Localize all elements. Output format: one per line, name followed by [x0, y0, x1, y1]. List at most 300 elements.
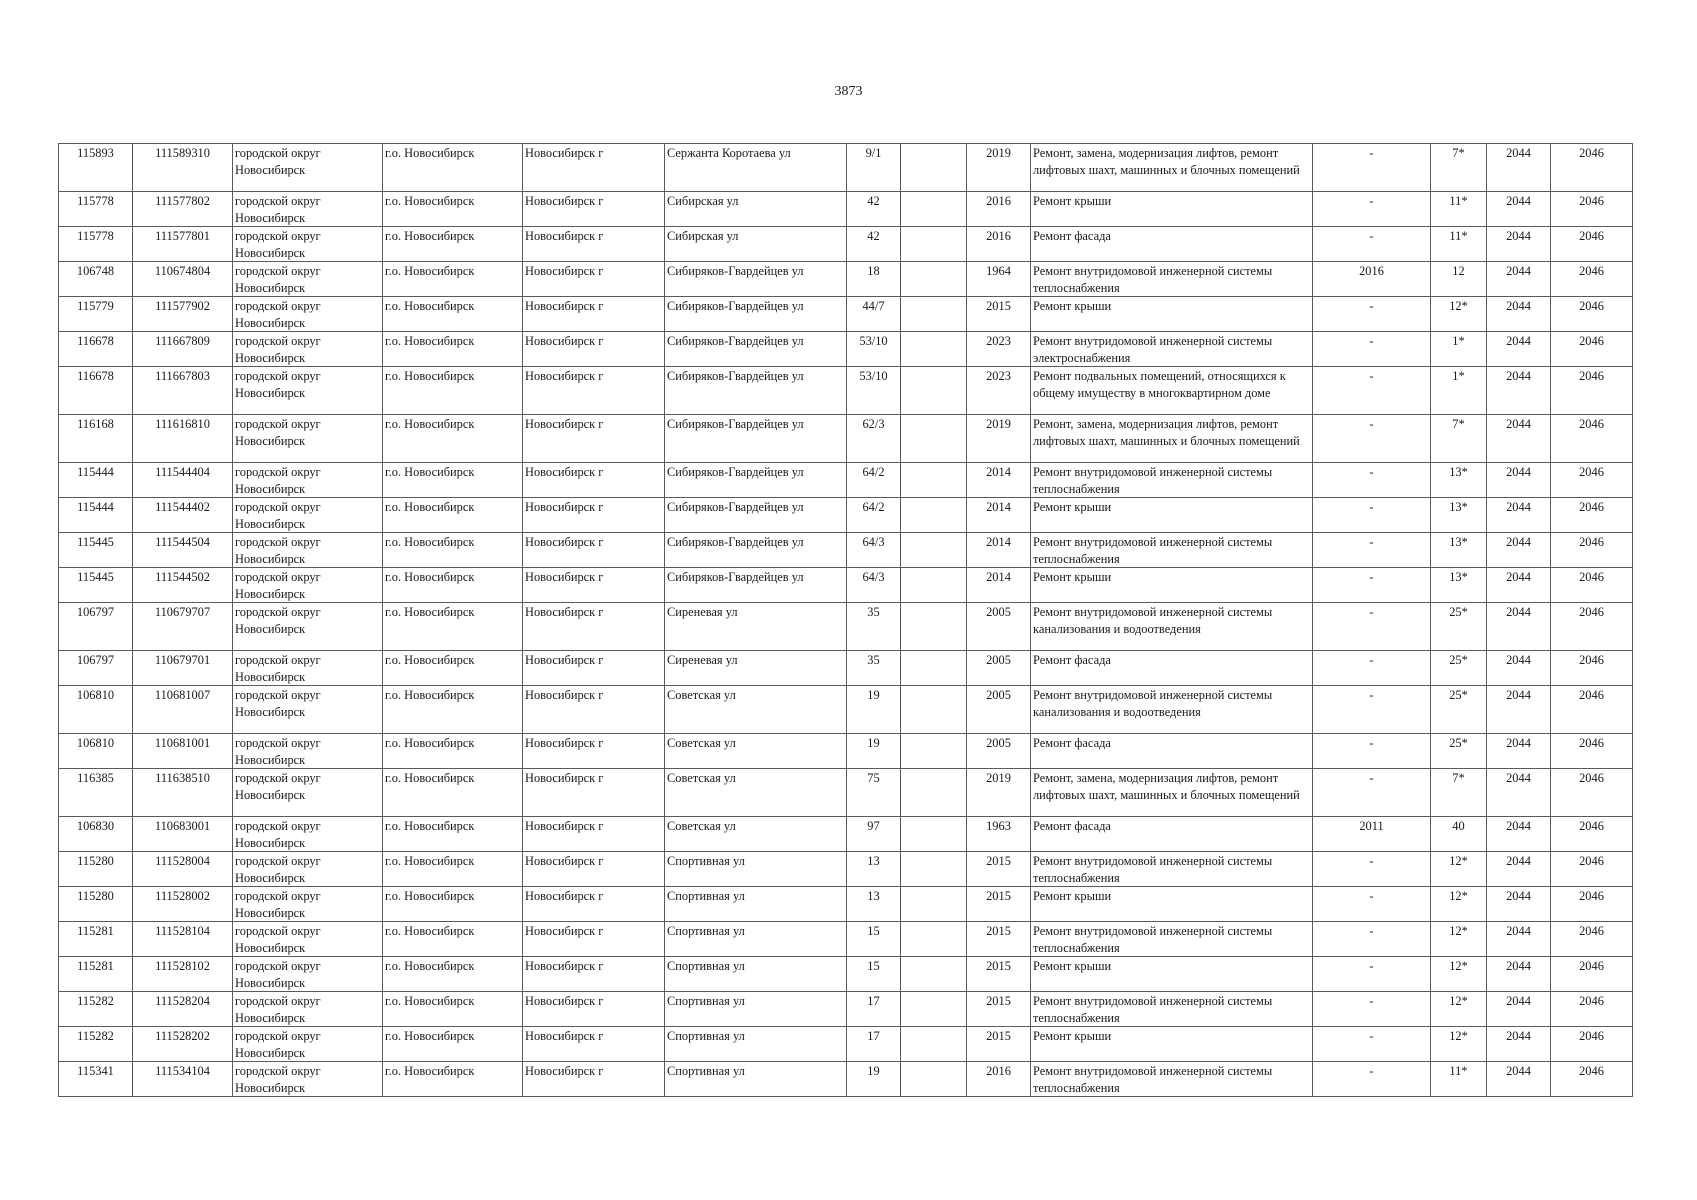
cell-plan-start-year: 2044: [1487, 332, 1551, 367]
cell-municipality: городской округ Новосибирск: [233, 297, 383, 332]
cell-work-type: Ремонт, замена, модернизация лифтов, ремонт лифтовых шахт, машинных и блочных помещений: [1031, 144, 1313, 192]
cell-street: Советская ул: [665, 817, 847, 852]
cell-plan-start-year: 2044: [1487, 603, 1551, 651]
cell-plan-end-year: 2046: [1551, 651, 1633, 686]
cell-record-id: 111577902: [133, 297, 233, 332]
cell-wear-percent: 25*: [1431, 603, 1487, 651]
cell-house-number: 18: [847, 262, 901, 297]
capital-repair-table: [58, 143, 1633, 1097]
cell-plan-start-year: 2044: [1487, 297, 1551, 332]
cell-building: [901, 227, 967, 262]
cell-year-built: 2014: [967, 568, 1031, 603]
cell-street: Сибиряков-Гвардейцев ул: [665, 463, 847, 498]
cell-record-id: 111667803: [133, 367, 233, 415]
cell-municipal-unit: г.о. Новосибирск: [383, 332, 523, 367]
cell-building: [901, 686, 967, 734]
cell-last-repair-year: -: [1313, 415, 1431, 463]
cell-record-id: 111667809: [133, 332, 233, 367]
cell-municipality: городской округ Новосибирск: [233, 734, 383, 769]
cell-work-type: Ремонт внутридомовой инженерной системы теплоснабжения: [1031, 1062, 1313, 1097]
table-row: [59, 463, 1633, 498]
cell-street: Спортивная ул: [665, 852, 847, 887]
cell-municipality: городской округ Новосибирск: [233, 887, 383, 922]
cell-locality: Новосибирск г: [523, 769, 665, 817]
cell-municipal-unit: г.о. Новосибирск: [383, 686, 523, 734]
cell-municipality: городской округ Новосибирск: [233, 603, 383, 651]
cell-last-repair-year: -: [1313, 957, 1431, 992]
cell-wear-percent: 11*: [1431, 227, 1487, 262]
cell-locality: Новосибирск г: [523, 852, 665, 887]
cell-street: Сибиряков-Гвардейцев ул: [665, 568, 847, 603]
cell-house-number: 44/7: [847, 297, 901, 332]
cell-record-id: 111528102: [133, 957, 233, 992]
cell-house-number: 42: [847, 227, 901, 262]
cell-plan-end-year: 2046: [1551, 817, 1633, 852]
cell-locality: Новосибирск г: [523, 817, 665, 852]
cell-plan-end-year: 2046: [1551, 686, 1633, 734]
cell-municipal-unit: г.о. Новосибирск: [383, 922, 523, 957]
cell-municipality: городской округ Новосибирск: [233, 769, 383, 817]
cell-street: Спортивная ул: [665, 1062, 847, 1097]
cell-municipal-unit: г.о. Новосибирск: [383, 957, 523, 992]
cell-plan-start-year: 2044: [1487, 463, 1551, 498]
cell-last-repair-year: -: [1313, 769, 1431, 817]
cell-record-id: 111528202: [133, 1027, 233, 1062]
cell-municipality: городской округ Новосибирск: [233, 192, 383, 227]
cell-record-id: 111638510: [133, 769, 233, 817]
cell-municipal-unit: г.о. Новосибирск: [383, 463, 523, 498]
cell-plan-end-year: 2046: [1551, 957, 1633, 992]
cell-plan-end-year: 2046: [1551, 568, 1633, 603]
cell-last-repair-year: -: [1313, 1062, 1431, 1097]
table-row: [59, 297, 1633, 332]
cell-plan-end-year: 2046: [1551, 463, 1633, 498]
cell-house-id: 106830: [59, 817, 133, 852]
cell-municipal-unit: г.о. Новосибирск: [383, 603, 523, 651]
cell-plan-start-year: 2044: [1487, 887, 1551, 922]
cell-house-id: 115778: [59, 227, 133, 262]
cell-record-id: 111589310: [133, 144, 233, 192]
cell-house-id: 106797: [59, 603, 133, 651]
cell-house-id: 115893: [59, 144, 133, 192]
cell-plan-end-year: 2046: [1551, 498, 1633, 533]
cell-street: Сибиряков-Гвардейцев ул: [665, 332, 847, 367]
cell-municipal-unit: г.о. Новосибирск: [383, 297, 523, 332]
cell-municipal-unit: г.о. Новосибирск: [383, 192, 523, 227]
cell-plan-start-year: 2044: [1487, 734, 1551, 769]
cell-work-type: Ремонт крыши: [1031, 192, 1313, 227]
cell-last-repair-year: -: [1313, 922, 1431, 957]
cell-year-built: 2016: [967, 192, 1031, 227]
cell-wear-percent: 12*: [1431, 1027, 1487, 1062]
cell-building: [901, 992, 967, 1027]
cell-locality: Новосибирск г: [523, 262, 665, 297]
cell-year-built: 2023: [967, 332, 1031, 367]
cell-work-type: Ремонт внутридомовой инженерной системы теплоснабжения: [1031, 463, 1313, 498]
table-row: [59, 144, 1633, 192]
cell-wear-percent: 13*: [1431, 568, 1487, 603]
cell-municipal-unit: г.о. Новосибирск: [383, 533, 523, 568]
cell-street: Советская ул: [665, 686, 847, 734]
cell-house-number: 64/3: [847, 568, 901, 603]
cell-year-built: 2015: [967, 992, 1031, 1027]
cell-year-built: 2019: [967, 769, 1031, 817]
cell-plan-start-year: 2044: [1487, 686, 1551, 734]
cell-street: Советская ул: [665, 734, 847, 769]
cell-house-id: 116678: [59, 332, 133, 367]
cell-plan-start-year: 2044: [1487, 262, 1551, 297]
cell-work-type: Ремонт внутридомовой инженерной системы теплоснабжения: [1031, 533, 1313, 568]
cell-house-number: 53/10: [847, 367, 901, 415]
cell-work-type: Ремонт внутридомовой инженерной системы канализования и водоотведения: [1031, 686, 1313, 734]
cell-house-id: 115282: [59, 1027, 133, 1062]
cell-street: Сибиряков-Гвардейцев ул: [665, 367, 847, 415]
cell-plan-start-year: 2044: [1487, 852, 1551, 887]
cell-work-type: Ремонт фасада: [1031, 817, 1313, 852]
cell-house-id: 115779: [59, 297, 133, 332]
cell-plan-end-year: 2046: [1551, 887, 1633, 922]
cell-plan-end-year: 2046: [1551, 332, 1633, 367]
table-row: [59, 1062, 1633, 1097]
cell-house-id: 115280: [59, 887, 133, 922]
cell-record-id: 111528002: [133, 887, 233, 922]
cell-work-type: Ремонт фасада: [1031, 734, 1313, 769]
cell-building: [901, 852, 967, 887]
cell-building: [901, 887, 967, 922]
cell-last-repair-year: -: [1313, 651, 1431, 686]
cell-house-number: 64/2: [847, 463, 901, 498]
cell-plan-start-year: 2044: [1487, 922, 1551, 957]
table-row: [59, 568, 1633, 603]
cell-work-type: Ремонт внутридомовой инженерной системы теплоснабжения: [1031, 922, 1313, 957]
table-row: [59, 367, 1633, 415]
cell-plan-end-year: 2046: [1551, 1027, 1633, 1062]
cell-work-type: Ремонт фасада: [1031, 227, 1313, 262]
cell-municipality: городской округ Новосибирск: [233, 262, 383, 297]
cell-plan-start-year: 2044: [1487, 1027, 1551, 1062]
cell-house-id: 115281: [59, 922, 133, 957]
cell-municipality: городской округ Новосибирск: [233, 922, 383, 957]
cell-locality: Новосибирск г: [523, 992, 665, 1027]
cell-last-repair-year: -: [1313, 686, 1431, 734]
cell-year-built: 2023: [967, 367, 1031, 415]
cell-wear-percent: 7*: [1431, 415, 1487, 463]
cell-building: [901, 734, 967, 769]
cell-house-number: 15: [847, 922, 901, 957]
cell-year-built: 2015: [967, 957, 1031, 992]
cell-plan-end-year: 2046: [1551, 533, 1633, 568]
cell-record-id: 111528204: [133, 992, 233, 1027]
cell-street: Сибиряков-Гвардейцев ул: [665, 297, 847, 332]
cell-locality: Новосибирск г: [523, 887, 665, 922]
table-body: [59, 144, 1633, 1097]
cell-plan-start-year: 2044: [1487, 367, 1551, 415]
cell-wear-percent: 7*: [1431, 769, 1487, 817]
cell-year-built: 2014: [967, 498, 1031, 533]
cell-municipality: городской округ Новосибирск: [233, 332, 383, 367]
cell-street: Сержанта Коротаева ул: [665, 144, 847, 192]
cell-wear-percent: 12*: [1431, 922, 1487, 957]
cell-last-repair-year: -: [1313, 992, 1431, 1027]
cell-last-repair-year: -: [1313, 192, 1431, 227]
cell-year-built: 2016: [967, 227, 1031, 262]
cell-municipal-unit: г.о. Новосибирск: [383, 262, 523, 297]
cell-wear-percent: 7*: [1431, 144, 1487, 192]
cell-plan-start-year: 2044: [1487, 144, 1551, 192]
cell-municipal-unit: г.о. Новосибирск: [383, 367, 523, 415]
cell-work-type: Ремонт внутридомовой инженерной системы канализования и водоотведения: [1031, 603, 1313, 651]
table-row: [59, 817, 1633, 852]
cell-plan-end-year: 2046: [1551, 192, 1633, 227]
cell-record-id: 111528004: [133, 852, 233, 887]
cell-street: Спортивная ул: [665, 1027, 847, 1062]
cell-work-type: Ремонт внутридомовой инженерной системы теплоснабжения: [1031, 992, 1313, 1027]
cell-building: [901, 533, 967, 568]
cell-locality: Новосибирск г: [523, 297, 665, 332]
cell-plan-end-year: 2046: [1551, 415, 1633, 463]
cell-plan-end-year: 2046: [1551, 603, 1633, 651]
cell-work-type: Ремонт внутридомовой инженерной системы электроснабжения: [1031, 332, 1313, 367]
cell-work-type: Ремонт крыши: [1031, 498, 1313, 533]
cell-street: Спортивная ул: [665, 887, 847, 922]
cell-house-id: 116678: [59, 367, 133, 415]
cell-house-number: 62/3: [847, 415, 901, 463]
cell-wear-percent: 13*: [1431, 463, 1487, 498]
cell-plan-start-year: 2044: [1487, 498, 1551, 533]
cell-house-number: 53/10: [847, 332, 901, 367]
cell-last-repair-year: -: [1313, 533, 1431, 568]
cell-municipal-unit: г.о. Новосибирск: [383, 227, 523, 262]
table-row: [59, 957, 1633, 992]
cell-locality: Новосибирск г: [523, 1027, 665, 1062]
cell-last-repair-year: -: [1313, 568, 1431, 603]
cell-plan-end-year: 2046: [1551, 769, 1633, 817]
cell-building: [901, 415, 967, 463]
cell-last-repair-year: -: [1313, 1027, 1431, 1062]
cell-plan-end-year: 2046: [1551, 367, 1633, 415]
cell-plan-end-year: 2046: [1551, 922, 1633, 957]
cell-work-type: Ремонт подвальных помещений, относящихся к общему имуществу в многоквартирном доме: [1031, 367, 1313, 415]
cell-year-built: 2014: [967, 463, 1031, 498]
cell-locality: Новосибирск г: [523, 144, 665, 192]
cell-locality: Новосибирск г: [523, 734, 665, 769]
cell-municipality: городской округ Новосибирск: [233, 367, 383, 415]
cell-record-id: 110679701: [133, 651, 233, 686]
cell-street: Спортивная ул: [665, 922, 847, 957]
cell-municipal-unit: г.о. Новосибирск: [383, 651, 523, 686]
cell-house-number: 19: [847, 686, 901, 734]
cell-work-type: Ремонт, замена, модернизация лифтов, ремонт лифтовых шахт, машинных и блочных помещений: [1031, 415, 1313, 463]
cell-municipality: городской округ Новосибирск: [233, 1062, 383, 1097]
cell-wear-percent: 12*: [1431, 852, 1487, 887]
cell-year-built: 2019: [967, 144, 1031, 192]
table-row: [59, 192, 1633, 227]
cell-house-number: 17: [847, 1027, 901, 1062]
cell-locality: Новосибирск г: [523, 533, 665, 568]
cell-house-number: 15: [847, 957, 901, 992]
cell-plan-end-year: 2046: [1551, 1062, 1633, 1097]
cell-plan-start-year: 2044: [1487, 651, 1551, 686]
cell-record-id: 111616810: [133, 415, 233, 463]
cell-municipality: городской округ Новосибирск: [233, 852, 383, 887]
cell-plan-start-year: 2044: [1487, 415, 1551, 463]
table-row: [59, 262, 1633, 297]
cell-last-repair-year: -: [1313, 144, 1431, 192]
cell-locality: Новосибирск г: [523, 1062, 665, 1097]
cell-municipality: городской округ Новосибирск: [233, 686, 383, 734]
cell-house-id: 115778: [59, 192, 133, 227]
cell-building: [901, 769, 967, 817]
cell-wear-percent: 12*: [1431, 957, 1487, 992]
cell-building: [901, 498, 967, 533]
cell-locality: Новосибирск г: [523, 498, 665, 533]
cell-plan-end-year: 2046: [1551, 144, 1633, 192]
cell-plan-start-year: 2044: [1487, 227, 1551, 262]
cell-work-type: Ремонт крыши: [1031, 957, 1313, 992]
cell-house-id: 115444: [59, 498, 133, 533]
cell-building: [901, 367, 967, 415]
cell-street: Сибиряков-Гвардейцев ул: [665, 415, 847, 463]
cell-plan-end-year: 2046: [1551, 992, 1633, 1027]
cell-wear-percent: 12*: [1431, 992, 1487, 1027]
cell-work-type: Ремонт, замена, модернизация лифтов, ремонт лифтовых шахт, машинных и блочных помещений: [1031, 769, 1313, 817]
cell-wear-percent: 13*: [1431, 533, 1487, 568]
cell-last-repair-year: -: [1313, 227, 1431, 262]
cell-house-number: 19: [847, 1062, 901, 1097]
cell-municipal-unit: г.о. Новосибирск: [383, 817, 523, 852]
cell-work-type: Ремонт фасада: [1031, 651, 1313, 686]
cell-house-number: 19: [847, 734, 901, 769]
cell-street: Спортивная ул: [665, 992, 847, 1027]
cell-municipal-unit: г.о. Новосибирск: [383, 415, 523, 463]
cell-locality: Новосибирск г: [523, 686, 665, 734]
cell-street: Сибирская ул: [665, 227, 847, 262]
cell-record-id: 111544504: [133, 533, 233, 568]
cell-locality: Новосибирск г: [523, 332, 665, 367]
cell-year-built: 2014: [967, 533, 1031, 568]
cell-house-id: 106810: [59, 734, 133, 769]
cell-plan-start-year: 2044: [1487, 817, 1551, 852]
cell-municipal-unit: г.о. Новосибирск: [383, 1027, 523, 1062]
cell-record-id: 111544502: [133, 568, 233, 603]
page-number: 3873: [834, 84, 863, 99]
cell-wear-percent: 1*: [1431, 332, 1487, 367]
cell-locality: Новосибирск г: [523, 367, 665, 415]
table-row: [59, 332, 1633, 367]
cell-locality: Новосибирск г: [523, 603, 665, 651]
cell-last-repair-year: -: [1313, 887, 1431, 922]
cell-house-number: 42: [847, 192, 901, 227]
cell-building: [901, 568, 967, 603]
cell-plan-start-year: 2044: [1487, 568, 1551, 603]
cell-building: [901, 297, 967, 332]
cell-year-built: 2015: [967, 887, 1031, 922]
cell-municipality: городской округ Новосибирск: [233, 817, 383, 852]
cell-house-id: 115444: [59, 463, 133, 498]
cell-wear-percent: 12*: [1431, 887, 1487, 922]
cell-street: Сиреневая ул: [665, 651, 847, 686]
cell-municipal-unit: г.о. Новосибирск: [383, 734, 523, 769]
cell-municipality: городской округ Новосибирск: [233, 1027, 383, 1062]
cell-wear-percent: 12*: [1431, 297, 1487, 332]
cell-locality: Новосибирск г: [523, 415, 665, 463]
cell-municipality: городской округ Новосибирск: [233, 463, 383, 498]
cell-year-built: 2005: [967, 734, 1031, 769]
cell-municipality: городской округ Новосибирск: [233, 533, 383, 568]
cell-house-number: 35: [847, 651, 901, 686]
cell-building: [901, 1062, 967, 1097]
cell-building: [901, 262, 967, 297]
cell-record-id: 111544402: [133, 498, 233, 533]
cell-last-repair-year: -: [1313, 463, 1431, 498]
cell-locality: Новосибирск г: [523, 568, 665, 603]
cell-locality: Новосибирск г: [523, 957, 665, 992]
table-row: [59, 415, 1633, 463]
cell-house-number: 97: [847, 817, 901, 852]
table-row: [59, 1027, 1633, 1062]
cell-plan-start-year: 2044: [1487, 992, 1551, 1027]
cell-building: [901, 957, 967, 992]
cell-year-built: 2005: [967, 686, 1031, 734]
table-row: [59, 498, 1633, 533]
cell-house-number: 13: [847, 887, 901, 922]
cell-street: Сибирская ул: [665, 192, 847, 227]
cell-house-number: 75: [847, 769, 901, 817]
cell-locality: Новосибирск г: [523, 227, 665, 262]
cell-municipal-unit: г.о. Новосибирск: [383, 568, 523, 603]
cell-last-repair-year: -: [1313, 852, 1431, 887]
cell-year-built: 2015: [967, 1027, 1031, 1062]
table-row: [59, 852, 1633, 887]
cell-plan-end-year: 2046: [1551, 297, 1633, 332]
cell-street: Спортивная ул: [665, 957, 847, 992]
table-row: [59, 922, 1633, 957]
cell-street: Сибиряков-Гвардейцев ул: [665, 262, 847, 297]
cell-street: Сибиряков-Гвардейцев ул: [665, 533, 847, 568]
cell-house-number: 35: [847, 603, 901, 651]
cell-wear-percent: 11*: [1431, 192, 1487, 227]
cell-house-id: 115341: [59, 1062, 133, 1097]
cell-year-built: 2019: [967, 415, 1031, 463]
cell-house-number: 13: [847, 852, 901, 887]
cell-building: [901, 603, 967, 651]
cell-wear-percent: 25*: [1431, 734, 1487, 769]
cell-last-repair-year: -: [1313, 734, 1431, 769]
cell-work-type: Ремонт внутридомовой инженерной системы теплоснабжения: [1031, 262, 1313, 297]
cell-municipal-unit: г.о. Новосибирск: [383, 769, 523, 817]
cell-municipality: городской округ Новосибирск: [233, 227, 383, 262]
cell-wear-percent: 25*: [1431, 686, 1487, 734]
cell-wear-percent: 1*: [1431, 367, 1487, 415]
cell-house-id: 115280: [59, 852, 133, 887]
cell-wear-percent: 13*: [1431, 498, 1487, 533]
cell-municipality: городской округ Новосибирск: [233, 498, 383, 533]
cell-municipality: городской округ Новосибирск: [233, 957, 383, 992]
cell-house-id: 116385: [59, 769, 133, 817]
cell-municipal-unit: г.о. Новосибирск: [383, 144, 523, 192]
cell-locality: Новосибирск г: [523, 922, 665, 957]
cell-municipality: городской округ Новосибирск: [233, 651, 383, 686]
cell-building: [901, 144, 967, 192]
cell-plan-start-year: 2044: [1487, 769, 1551, 817]
table-row: [59, 533, 1633, 568]
cell-building: [901, 817, 967, 852]
cell-municipality: городской округ Новосибирск: [233, 415, 383, 463]
cell-year-built: 2015: [967, 852, 1031, 887]
cell-work-type: Ремонт крыши: [1031, 887, 1313, 922]
table-row: [59, 887, 1633, 922]
cell-house-id: 115281: [59, 957, 133, 992]
